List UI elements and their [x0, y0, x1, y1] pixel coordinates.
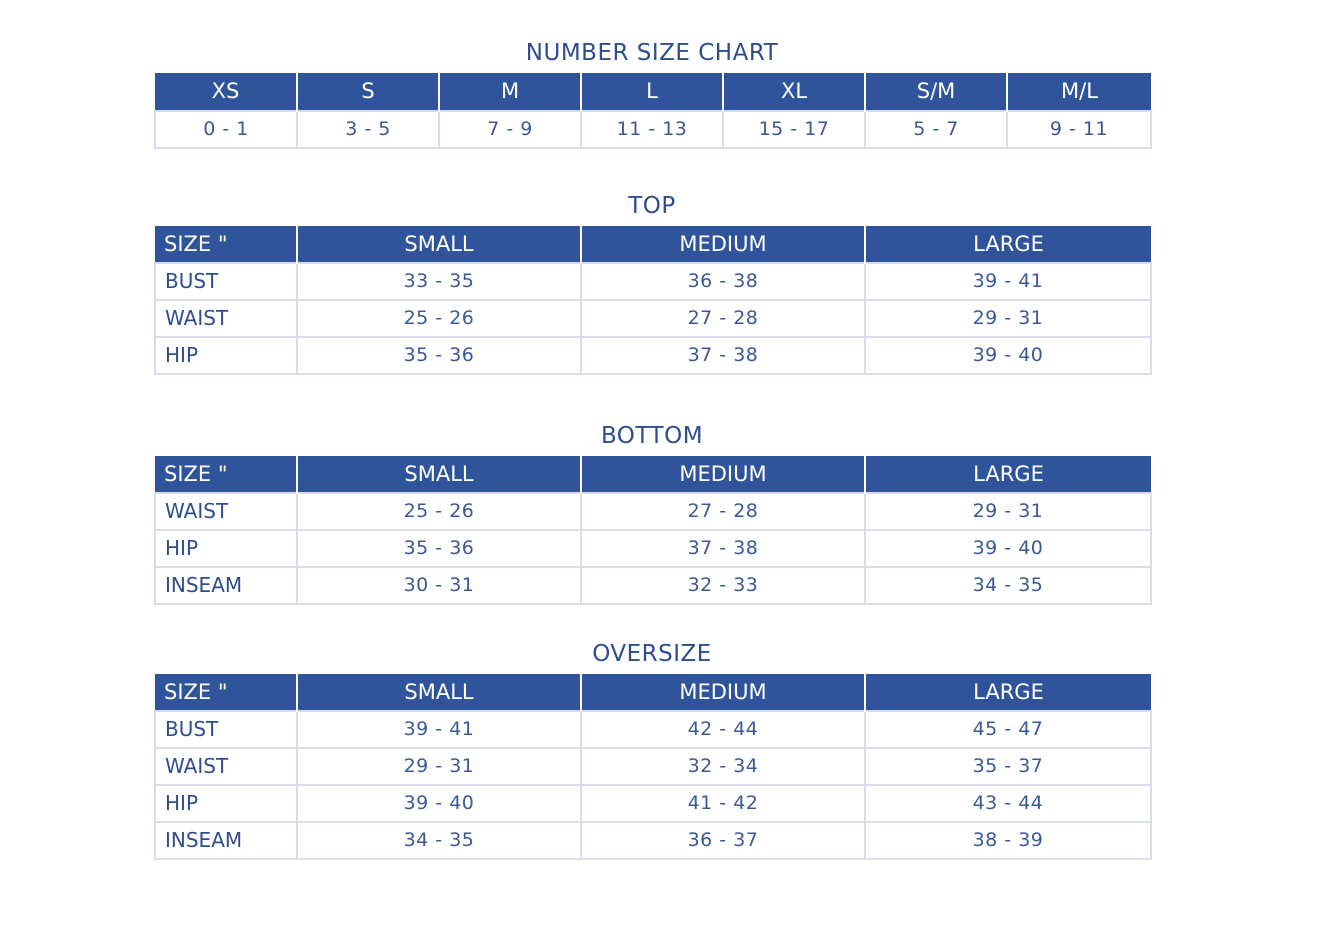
cell-large: 29 - 31 — [865, 493, 1151, 530]
cell-small: 29 - 31 — [297, 748, 581, 785]
table-row — [155, 337, 1151, 374]
cell-large: 39 - 40 — [865, 337, 1151, 374]
header-medium: MEDIUM — [581, 674, 865, 711]
value-l: 11 - 13 — [581, 111, 723, 148]
cell-small: 30 - 31 — [297, 567, 581, 604]
row-label: WAIST — [155, 493, 297, 530]
cell-large: 43 - 44 — [865, 785, 1151, 822]
cell-large: 45 - 47 — [865, 711, 1151, 748]
top-table — [154, 226, 1152, 375]
header-m: M — [439, 73, 581, 111]
header-large: LARGE — [865, 226, 1151, 263]
cell-small: 39 - 41 — [297, 711, 581, 748]
cell-medium: 32 - 34 — [581, 748, 865, 785]
table-row — [155, 300, 1151, 337]
cell-medium: 27 - 28 — [581, 300, 865, 337]
oversize-table — [154, 674, 1152, 860]
row-label: BUST — [155, 711, 297, 748]
table-header-row — [155, 456, 1151, 493]
cell-large: 39 - 40 — [865, 530, 1151, 567]
header-sm: S/M — [865, 73, 1007, 111]
row-label: HIP — [155, 785, 297, 822]
cell-medium: 41 - 42 — [581, 785, 865, 822]
cell-small: 34 - 35 — [297, 822, 581, 859]
table-row — [155, 711, 1151, 748]
header-size: SIZE " — [155, 674, 297, 711]
table-row — [155, 530, 1151, 567]
header-large: LARGE — [865, 674, 1151, 711]
bottom-section — [154, 423, 1150, 605]
oversize-title: OVERSIZE — [592, 641, 712, 667]
number-size-chart-section — [154, 40, 1150, 149]
cell-large: 38 - 39 — [865, 822, 1151, 859]
cell-large: 34 - 35 — [865, 567, 1151, 604]
number-size-table — [154, 73, 1152, 149]
header-size: SIZE " — [155, 456, 297, 493]
top-title: TOP — [628, 193, 676, 219]
header-ml: M/L — [1007, 73, 1151, 111]
value-sm: 5 - 7 — [865, 111, 1007, 148]
header-s: S — [297, 73, 439, 111]
cell-large: 39 - 41 — [865, 263, 1151, 300]
table-row — [155, 785, 1151, 822]
cell-medium: 36 - 37 — [581, 822, 865, 859]
cell-large: 35 - 37 — [865, 748, 1151, 785]
cell-medium: 36 - 38 — [581, 263, 865, 300]
cell-small: 35 - 36 — [297, 337, 581, 374]
table-row — [155, 493, 1151, 530]
header-l: L — [581, 73, 723, 111]
table-row — [155, 567, 1151, 604]
header-medium: MEDIUM — [581, 456, 865, 493]
number-size-chart-title: NUMBER SIZE CHART — [525, 40, 779, 66]
row-label: BUST — [155, 263, 297, 300]
row-label: WAIST — [155, 300, 297, 337]
table-header-row — [155, 73, 1151, 111]
cell-medium: 37 - 38 — [581, 530, 865, 567]
bottom-table — [154, 456, 1152, 605]
header-xl: XL — [723, 73, 865, 111]
header-large: LARGE — [865, 456, 1151, 493]
header-xs: XS — [155, 73, 297, 111]
top-section — [154, 193, 1150, 375]
header-medium: MEDIUM — [581, 226, 865, 263]
cell-small: 33 - 35 — [297, 263, 581, 300]
table-row — [155, 748, 1151, 785]
cell-small: 39 - 40 — [297, 785, 581, 822]
cell-small: 25 - 26 — [297, 300, 581, 337]
cell-medium: 37 - 38 — [581, 337, 865, 374]
value-ml: 9 - 11 — [1007, 111, 1151, 148]
row-label: HIP — [155, 337, 297, 374]
header-small: SMALL — [297, 456, 581, 493]
row-label: HIP — [155, 530, 297, 567]
table-header-row — [155, 674, 1151, 711]
cell-large: 29 - 31 — [865, 300, 1151, 337]
cell-small: 25 - 26 — [297, 493, 581, 530]
cell-small: 35 - 36 — [297, 530, 581, 567]
bottom-title: BOTTOM — [600, 423, 704, 449]
header-size: SIZE " — [155, 226, 297, 263]
cell-medium: 42 - 44 — [581, 711, 865, 748]
cell-medium: 32 - 33 — [581, 567, 865, 604]
value-s: 3 - 5 — [297, 111, 439, 148]
value-xl: 15 - 17 — [723, 111, 865, 148]
cell-medium: 27 - 28 — [581, 493, 865, 530]
header-small: SMALL — [297, 226, 581, 263]
oversize-section — [154, 641, 1150, 860]
table-header-row — [155, 226, 1151, 263]
value-m: 7 - 9 — [439, 111, 581, 148]
table-row — [155, 822, 1151, 859]
header-small: SMALL — [297, 674, 581, 711]
value-xs: 0 - 1 — [155, 111, 297, 148]
table-row — [155, 263, 1151, 300]
row-label: INSEAM — [155, 567, 297, 604]
row-label: INSEAM — [155, 822, 297, 859]
table-row — [155, 111, 1151, 148]
row-label: WAIST — [155, 748, 297, 785]
